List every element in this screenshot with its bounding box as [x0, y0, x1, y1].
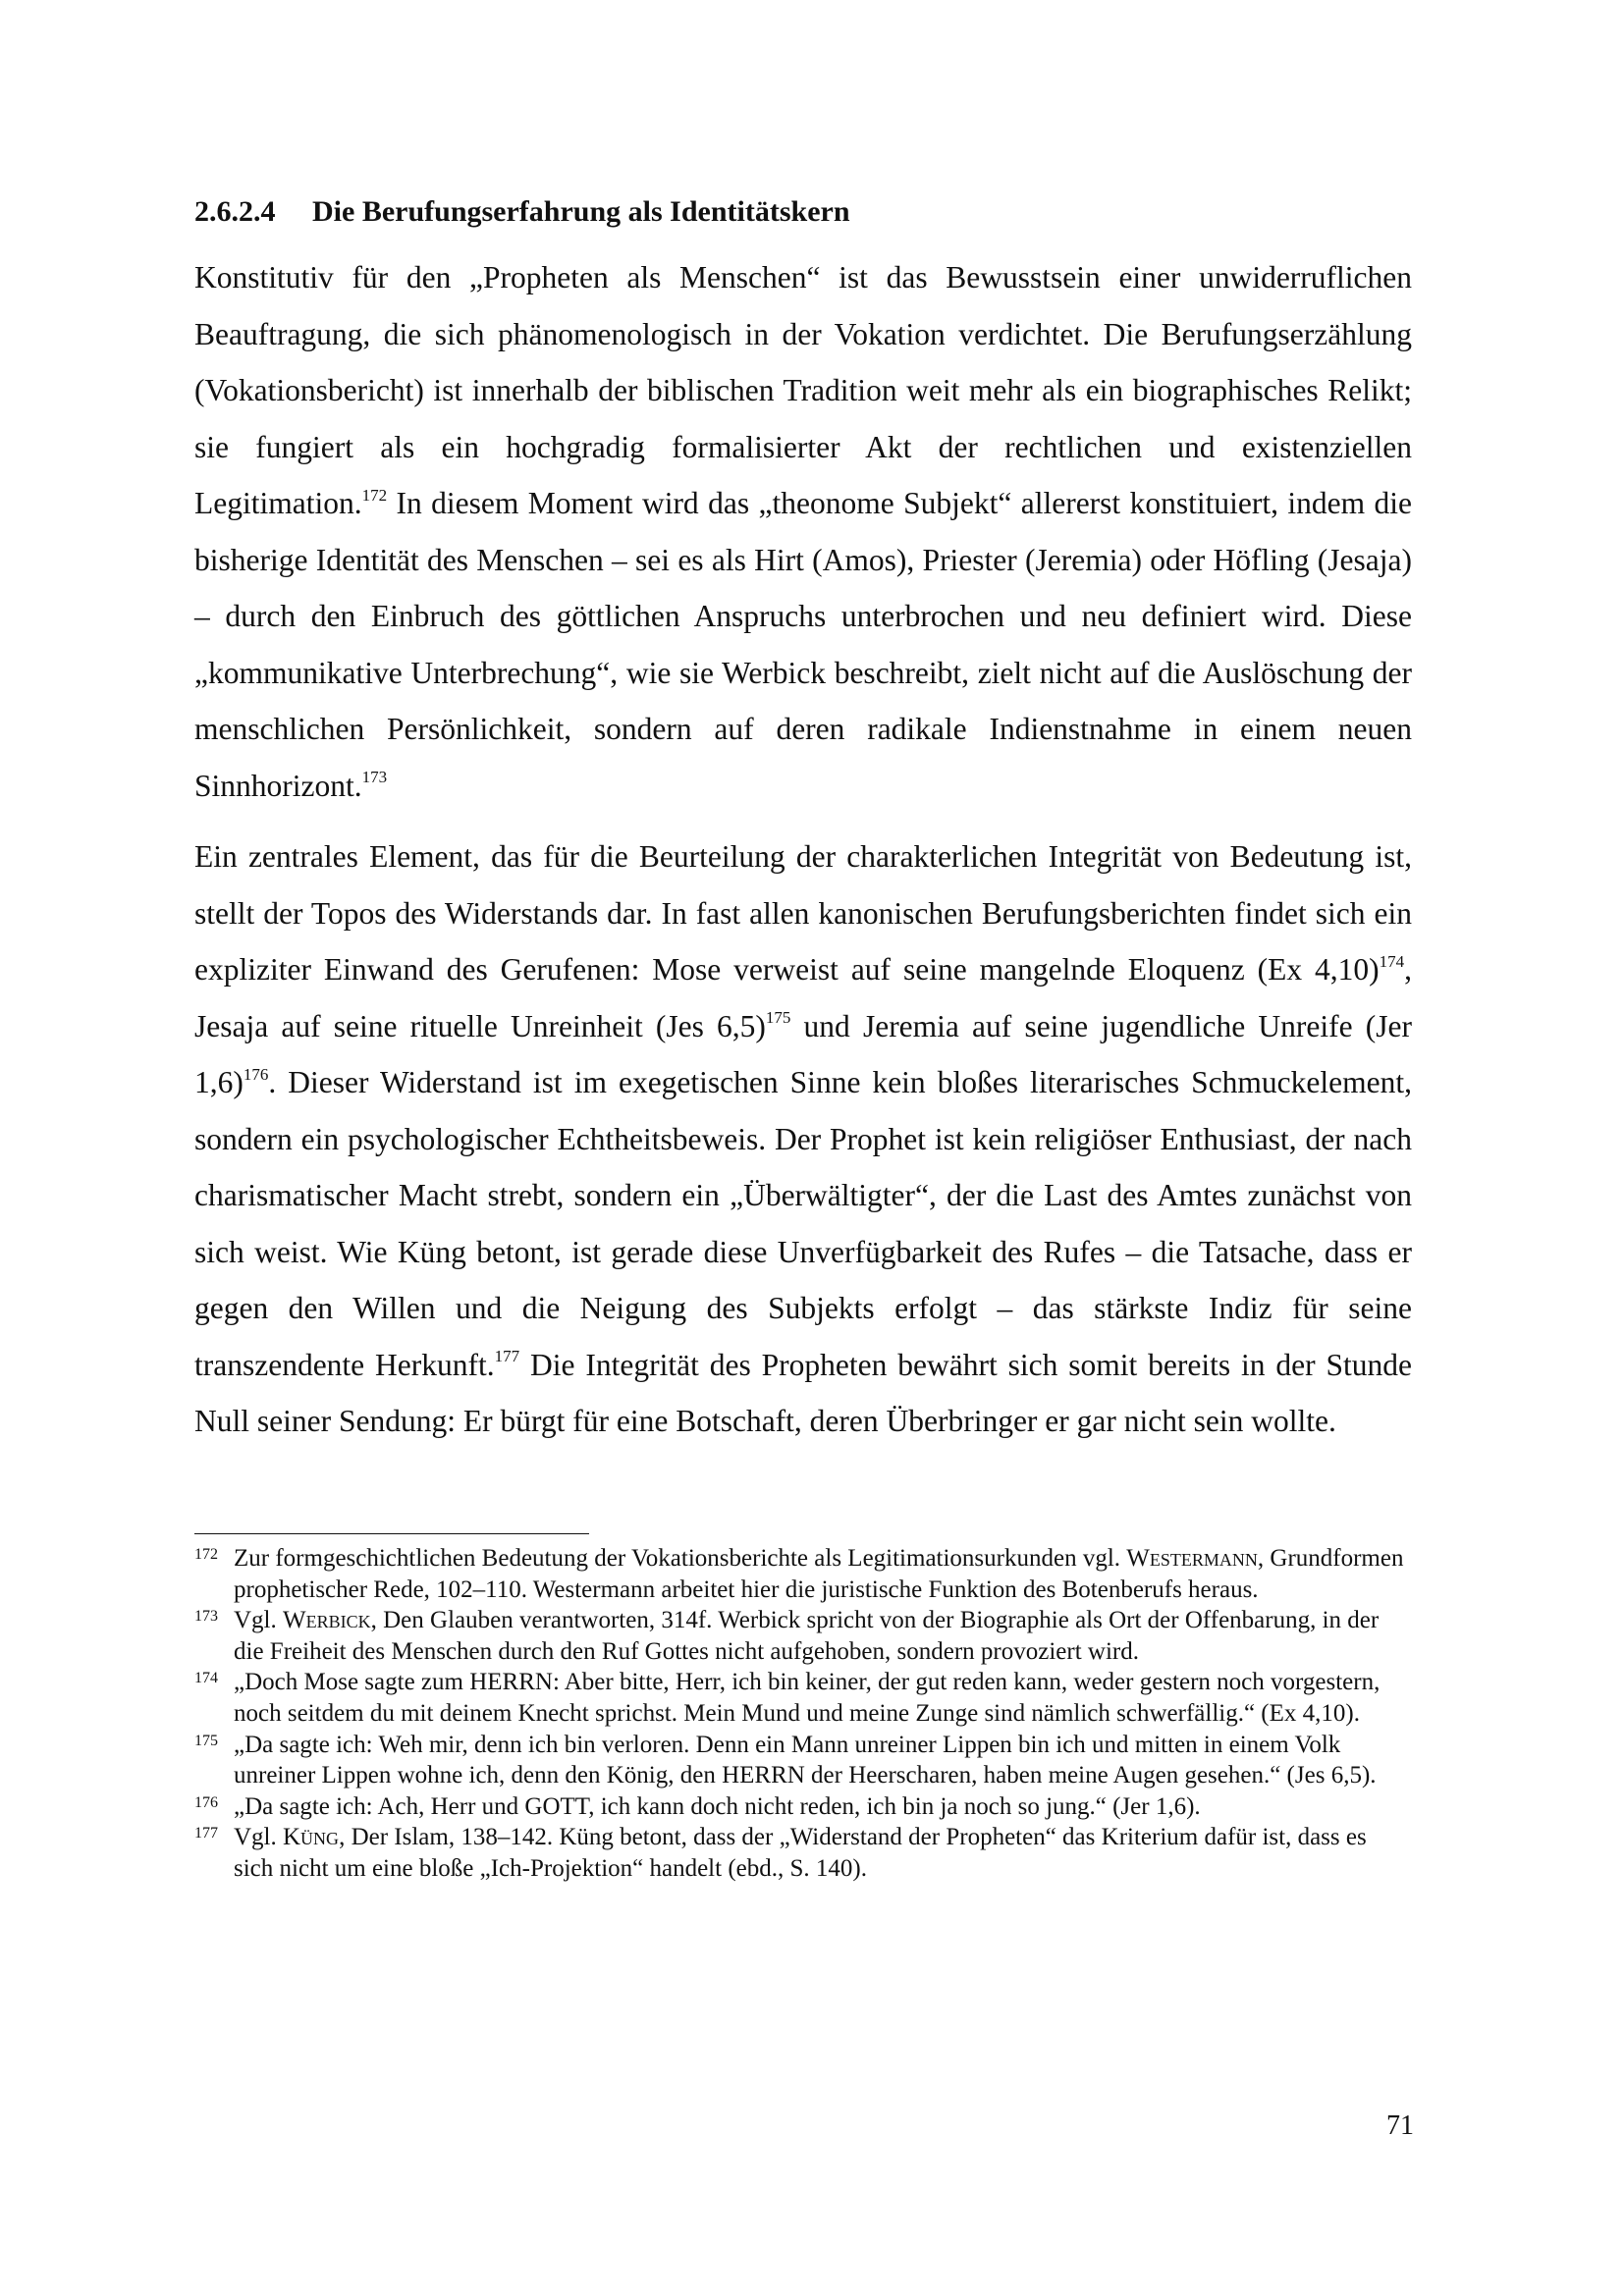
- footnote-number: 177: [194, 1825, 218, 1842]
- footnote-174: [194, 1667, 1412, 1729]
- body-paragraph-1: [194, 249, 1412, 814]
- footnote-175: [194, 1730, 1412, 1791]
- footnote-number: 174: [194, 1670, 218, 1687]
- paragraph-text: . Dieser Widerstand ist im exegetischen Sinne kein bloßes literarisches Schmuckelement, sondern ein psychologischer Echtheitsbeweis. Der Prophet ist kein religiöser Enthusiast, der nach charismatischer Macht strebt, sondern ein „Überwältigter“, der die Last des Amtes zunächst von sich weist. Wie Küng betont, ist gerade diese Unverfügbarkeit des Rufes – die Tatsache, dass er gegen den Willen und die Neigung des Subjekts erfolgt – das stärkste Indiz für seine transzendente Herkunft.: [194, 1065, 1412, 1382]
- footnote-ref-177[interactable]: 177: [494, 1347, 520, 1365]
- footnote-number: 176: [194, 1793, 218, 1811]
- paragraph-text: , Jesaja auf seine rituelle Unreinheit (Jes 6,5): [194, 952, 1412, 1043]
- page-number: 71: [1386, 2110, 1414, 2141]
- footnote-number: 172: [194, 1546, 218, 1563]
- footnote-number: 175: [194, 1732, 218, 1749]
- footnote-author: Küng: [283, 1824, 340, 1851]
- footnote-ref-174[interactable]: 174: [1379, 951, 1405, 971]
- footnote-text-part: „Doch Mose sagte zum HERRN: Aber bitte, Herr, ich bin keiner, der gut reden kann, weder gestern noch vorgestern, noch seitdem du mit deinem Knecht sprichst. Mein Mund und meine Zunge sind nämlich schwerfällig.“ (Ex 4,10).: [234, 1669, 1380, 1727]
- footnote-separator: [194, 1533, 589, 1534]
- footnote-177: [194, 1822, 1412, 1884]
- footnote-author: Westermann: [1126, 1545, 1258, 1572]
- footnote-text: [234, 1822, 1412, 1884]
- footnote-172: [194, 1543, 1412, 1605]
- footnote-text: [234, 1543, 1412, 1605]
- footnote-ref-172[interactable]: 172: [361, 485, 388, 505]
- footnote-text: [234, 1791, 1412, 1823]
- footnote-text-part: , Grundformen prophetischer Rede, 102–110. Westermann arbeitet hier die juristische Funktion des Botenberufs heraus.: [234, 1545, 1404, 1603]
- paragraph-text: Ein zentrales Element, das für die Beurteilung der charakterlichen Integrität von Bedeutung ist, stellt der Topos des Widerstands dar. In fast allen kanonischen Berufungsberichten findet sich ein expliziter Einwand des Gerufenen: Mose verweist auf seine mangelnde Eloquenz (Ex 4,10): [194, 839, 1412, 987]
- footnote-text-part: „Da sagte ich: Weh mir, denn ich bin verloren. Denn ein Mann unreiner Lippen bin ich und mitten in einem Volk unreiner Lippen wohne ich, denn den König, den HERRN der Heerscharen, haben meine Augen gesehen.“ (Jes 6,5).: [234, 1731, 1377, 1789]
- body-paragraph-2: [194, 828, 1412, 1450]
- footnote-author: Werbick: [283, 1607, 371, 1634]
- footnote-number: 173: [194, 1608, 218, 1626]
- section-number: 2.6.2.4: [194, 195, 276, 228]
- section-heading: [194, 192, 1412, 232]
- footnote-text-part: , Der Islam, 138–142. Küng betont, dass der „Widerstand der Propheten“ das Kriterium dafür ist, dass es sich nicht um eine bloße „Ich-Projektion“ handelt (ebd., S. 140).: [234, 1824, 1367, 1882]
- footnote-ref-176[interactable]: 176: [243, 1064, 269, 1084]
- paragraph-text: Konstitutiv für den „Propheten als Menschen“ ist das Bewusstsein einer unwiderruflichen Beauftragung, die sich phänomenologisch in der Vokation verdichtet. Die Berufungserzählung (Vokationsbericht) ist innerhalb der biblischen Tradition weit mehr als ein biographisches Relikt; sie fungiert als ein hochgradig formalisierter Akt der rechtlichen und existenziellen Legitimation.: [194, 260, 1412, 520]
- paragraph-text: Die Integrität des Propheten bewährt sich somit bereits in der Stunde Null seiner Sendung: Er bürgt für eine Botschaft, deren Überbringer er gar nicht sein wollte.: [194, 1347, 1412, 1438]
- footnote-text-part: Vgl.: [234, 1824, 283, 1851]
- footnote-text: [234, 1730, 1412, 1791]
- footnote-176: [194, 1791, 1412, 1823]
- footnote-text-part: , Den Glauben verantworten, 314f. Werbick spricht von der Biographie als Ort der Offenbarung, in der die Freiheit des Menschen durch den Ruf Gottes nicht aufgehoben, sondern provoziert wird.: [234, 1607, 1380, 1665]
- footnotes: [194, 1543, 1412, 1885]
- paragraph-text: und Jeremia auf seine jugendliche Unreife (Jer 1,6): [194, 1008, 1412, 1099]
- footnote-text-part: Vgl.: [234, 1607, 283, 1634]
- paragraph-text: In diesem Moment wird das „theonome Subjekt“ allererst konstituiert, indem die bisherige Identität des Menschen – sei es als Hirt (Amos), Priester (Jeremia) oder Höfling (Jesaja) – durch den Einbruch des göttlichen Anspruchs unterbrochen und neu definiert wird. Diese „kommunikative Unterbrechung“, wie sie Werbick beschreibt, zielt nicht auf die Auslöschung der menschlichen Persönlichkeit, sondern auf deren radikale Indienstnahme in einem neuen Sinnhorizont.: [194, 486, 1412, 803]
- footnote-text-part: Zur formgeschichtlichen Bedeutung der Vokationsberichte als Legitimationsurkunden vgl.: [234, 1545, 1127, 1572]
- footnote-ref-175[interactable]: 175: [765, 1008, 791, 1027]
- footnote-text: [234, 1667, 1412, 1729]
- footnote-text: [234, 1605, 1412, 1667]
- section-title: Die Berufungserfahrung als Identitätskern: [312, 195, 850, 228]
- footnote-text-part: „Da sagte ich: Ach, Herr und GOTT, ich kann doch nicht reden, ich bin ja noch so jung.“ (Jer 1,6).: [234, 1792, 1201, 1820]
- footnote-ref-173[interactable]: 173: [361, 768, 388, 786]
- footnote-173: [194, 1605, 1412, 1667]
